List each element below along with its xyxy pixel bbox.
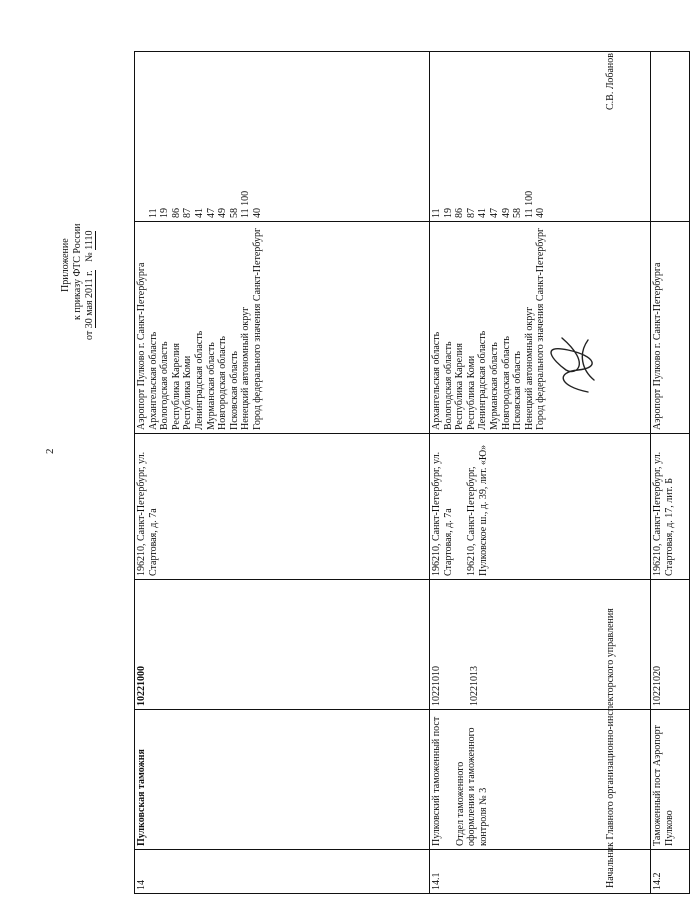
office-address: 196210, Санкт-Петербург, ул. Стартовая, д. 7а bbox=[431, 451, 454, 576]
region-item: Республика Коми bbox=[182, 355, 194, 430]
region-item: Новгородская область bbox=[217, 336, 229, 430]
row-number: 14 bbox=[135, 850, 430, 894]
region-code: 58 bbox=[512, 208, 524, 218]
appendix-date-prefix: от bbox=[84, 330, 95, 340]
region-item: Вологодская область bbox=[442, 341, 454, 430]
region-item: Ленинградская область bbox=[193, 330, 205, 430]
region-codes-cell bbox=[651, 52, 690, 222]
region-item: Архангельская область bbox=[431, 331, 442, 430]
appendix-number-prefix: № bbox=[84, 252, 95, 262]
region-item: Аэропорт Пулково г. Санкт-Петербурга bbox=[136, 262, 147, 430]
region-item: Псковская область bbox=[512, 351, 524, 430]
office-name: Пулковская таможня bbox=[135, 710, 430, 850]
region-code: 11 bbox=[431, 208, 442, 218]
office-address: 196210, Санкт-Петербург, Пулковское ш., д. 39, лит. «Ю» bbox=[466, 444, 489, 576]
region-item: Республика Карелия bbox=[454, 343, 466, 430]
signatory-name: С.В. Лобанов bbox=[605, 53, 616, 110]
office-code: 10221013 bbox=[468, 666, 480, 706]
office-address: 196210, Санкт-Петербург, ул. Стартовая, д. 17, лит. Б bbox=[651, 434, 690, 580]
region-item: Архангельская область bbox=[147, 331, 159, 430]
office-name: Отдел таможенного оформления и таможенного контроля № 3 bbox=[454, 727, 489, 846]
region-code: 49 bbox=[500, 208, 512, 218]
region-code: 41 bbox=[193, 208, 205, 218]
office-address: 196210, Санкт-Петербург, ул. Стартовая, д. 7а bbox=[135, 434, 430, 580]
office-name: Таможенный пост Аэропорт Пулково bbox=[651, 710, 690, 850]
region-codes-cell bbox=[135, 52, 430, 222]
table-row bbox=[651, 52, 690, 894]
region-codes-cell bbox=[430, 52, 651, 222]
region-item: Ненецкий автономный округ bbox=[523, 306, 535, 430]
regions-cell bbox=[430, 222, 651, 434]
region-code: 40 bbox=[251, 208, 263, 218]
region-code: 19 bbox=[442, 208, 454, 218]
row-number: 14.2 bbox=[651, 850, 690, 894]
region-code: 11 bbox=[147, 208, 159, 218]
region-item: Республика Карелия bbox=[170, 343, 182, 430]
table-row bbox=[430, 52, 651, 894]
office-code: 10221020 bbox=[651, 580, 690, 710]
region-code: 11 100 bbox=[240, 190, 252, 218]
region-code: 86 bbox=[170, 208, 182, 218]
office-name-cell bbox=[430, 710, 651, 850]
region-item: Город федерального значения Санкт-Петербург bbox=[251, 227, 263, 430]
region-item: Вологодская область bbox=[159, 341, 171, 430]
region-code: 11 100 bbox=[523, 190, 535, 218]
region-item: Аэропорт Пулково г. Санкт-Петербурга bbox=[651, 222, 690, 434]
signature-mark bbox=[548, 330, 604, 400]
office-code-cell bbox=[430, 580, 651, 710]
region-item: Ленинградская область bbox=[477, 330, 489, 430]
region-code: 86 bbox=[454, 208, 466, 218]
region-code: 41 bbox=[477, 208, 489, 218]
region-item: Ненецкий автономный округ bbox=[240, 306, 252, 430]
region-item: Республика Коми bbox=[465, 355, 477, 430]
row-number: 14.1 bbox=[430, 850, 651, 894]
region-item: Псковская область bbox=[228, 351, 240, 430]
region-item: Мурманская область bbox=[488, 342, 500, 430]
appendix-date: 30 мая 2011 г. bbox=[84, 270, 95, 329]
region-code: 47 bbox=[488, 208, 500, 218]
table-row bbox=[135, 52, 430, 894]
appendix-title: Приложение bbox=[60, 238, 71, 292]
region-code: 87 bbox=[465, 208, 477, 218]
appendix-date-line bbox=[84, 223, 96, 340]
region-item: Мурманская область bbox=[205, 342, 217, 430]
regions-cell bbox=[135, 222, 430, 434]
appendix-number: 1110 bbox=[84, 230, 95, 250]
appendix-order: к приказу ФТС России bbox=[72, 223, 83, 320]
office-name: Пулковский таможенный пост bbox=[431, 716, 442, 846]
office-address-cell bbox=[430, 434, 651, 580]
region-code: 47 bbox=[205, 208, 217, 218]
region-code: 49 bbox=[217, 208, 229, 218]
signatory-position: Начальник Главного организационно-инспекторского управления bbox=[605, 608, 616, 888]
region-code: 40 bbox=[535, 208, 547, 218]
region-item: Город федерального значения Санкт-Петербург bbox=[535, 227, 547, 430]
region-code: 19 bbox=[159, 208, 171, 218]
office-code: 10221000 bbox=[135, 580, 430, 710]
region-code: 58 bbox=[228, 208, 240, 218]
region-item: Новгородская область bbox=[500, 336, 512, 430]
region-code: 87 bbox=[182, 208, 194, 218]
office-code: 10221010 bbox=[431, 666, 442, 706]
appendix-header bbox=[60, 223, 96, 340]
page-number: 2 bbox=[44, 448, 56, 454]
